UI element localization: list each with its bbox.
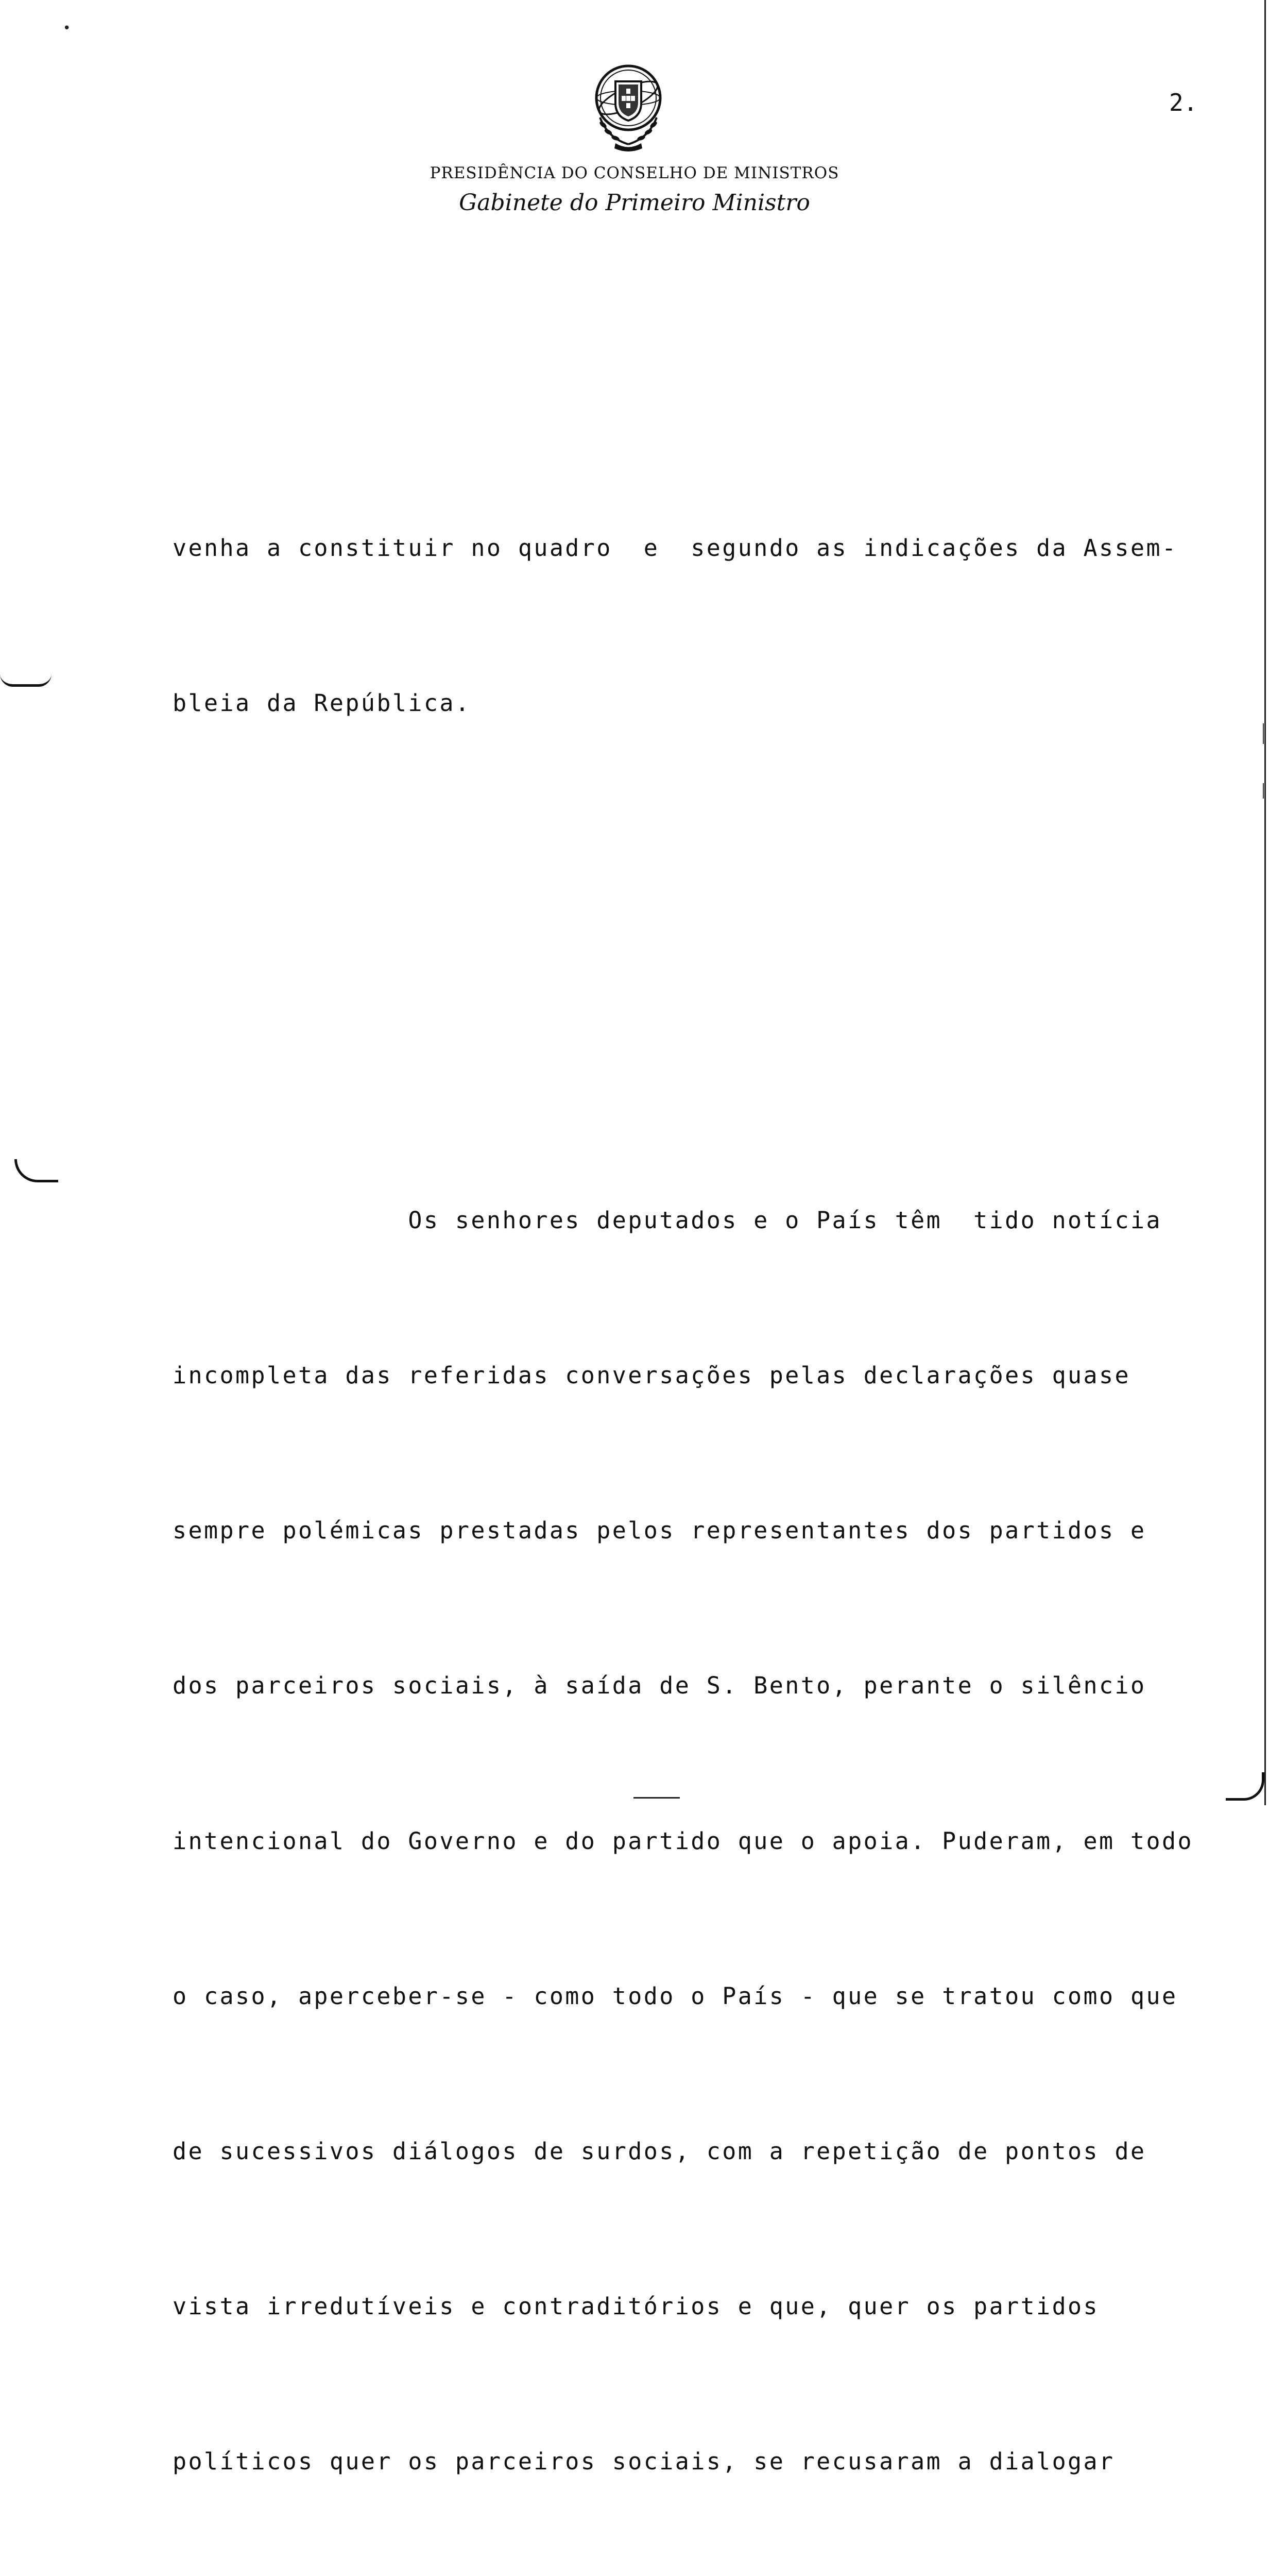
margin-pen-mark	[0, 674, 52, 687]
paragraph-1	[173, 419, 1208, 833]
scan-speck: •	[63, 21, 71, 36]
text-line: incompleta das referidas conversações pelas declarações quase	[173, 1362, 1131, 1389]
scan-edge	[1264, 0, 1266, 1805]
text-line: vista irredutíveis e contraditórios e que, quer os partidos	[173, 2293, 1100, 2320]
page-number: 2.	[1169, 89, 1198, 116]
paragraph-2	[173, 1091, 1208, 2576]
scan-tick	[1263, 723, 1264, 744]
text-line: bleia da República.	[173, 689, 471, 717]
office-subtitle: Gabinete do Primeiro Ministro	[459, 190, 810, 216]
text-line: sempre polémicas prestadas pelos representantes dos partidos e	[173, 1517, 1146, 1545]
margin-pen-mark	[1226, 1772, 1264, 1801]
text-line: de sucessivos diálogos de surdos, com a repetição de pontos de	[173, 2138, 1146, 2165]
document-body	[173, 315, 1208, 2576]
office-title: PRESIDÊNCIA DO CONSELHO DE MINISTROS	[430, 164, 839, 182]
margin-pen-mark	[14, 1159, 58, 1182]
text-line: intencional do Governo e do partido que o apoia. Puderam, em todo	[173, 1827, 1193, 1855]
text-line: dos parceiros sociais, à saída de S. Bento, perante o silêncio	[173, 1672, 1146, 1700]
scan-tick	[1263, 783, 1264, 799]
text-line: Os senhores deputados e o País têm tido notícia	[173, 1206, 1162, 1234]
text-line: venha a constituir no quadro e segundo as indicações da Assem-	[173, 534, 1178, 562]
coat-of-arms-icon	[585, 61, 672, 154]
text-line: políticos quer os parceiros sociais, se recusaram a dialogar	[173, 2448, 1115, 2476]
text-line: o caso, aperceber-se - como todo o País - que se tratou como que	[173, 1982, 1178, 2010]
